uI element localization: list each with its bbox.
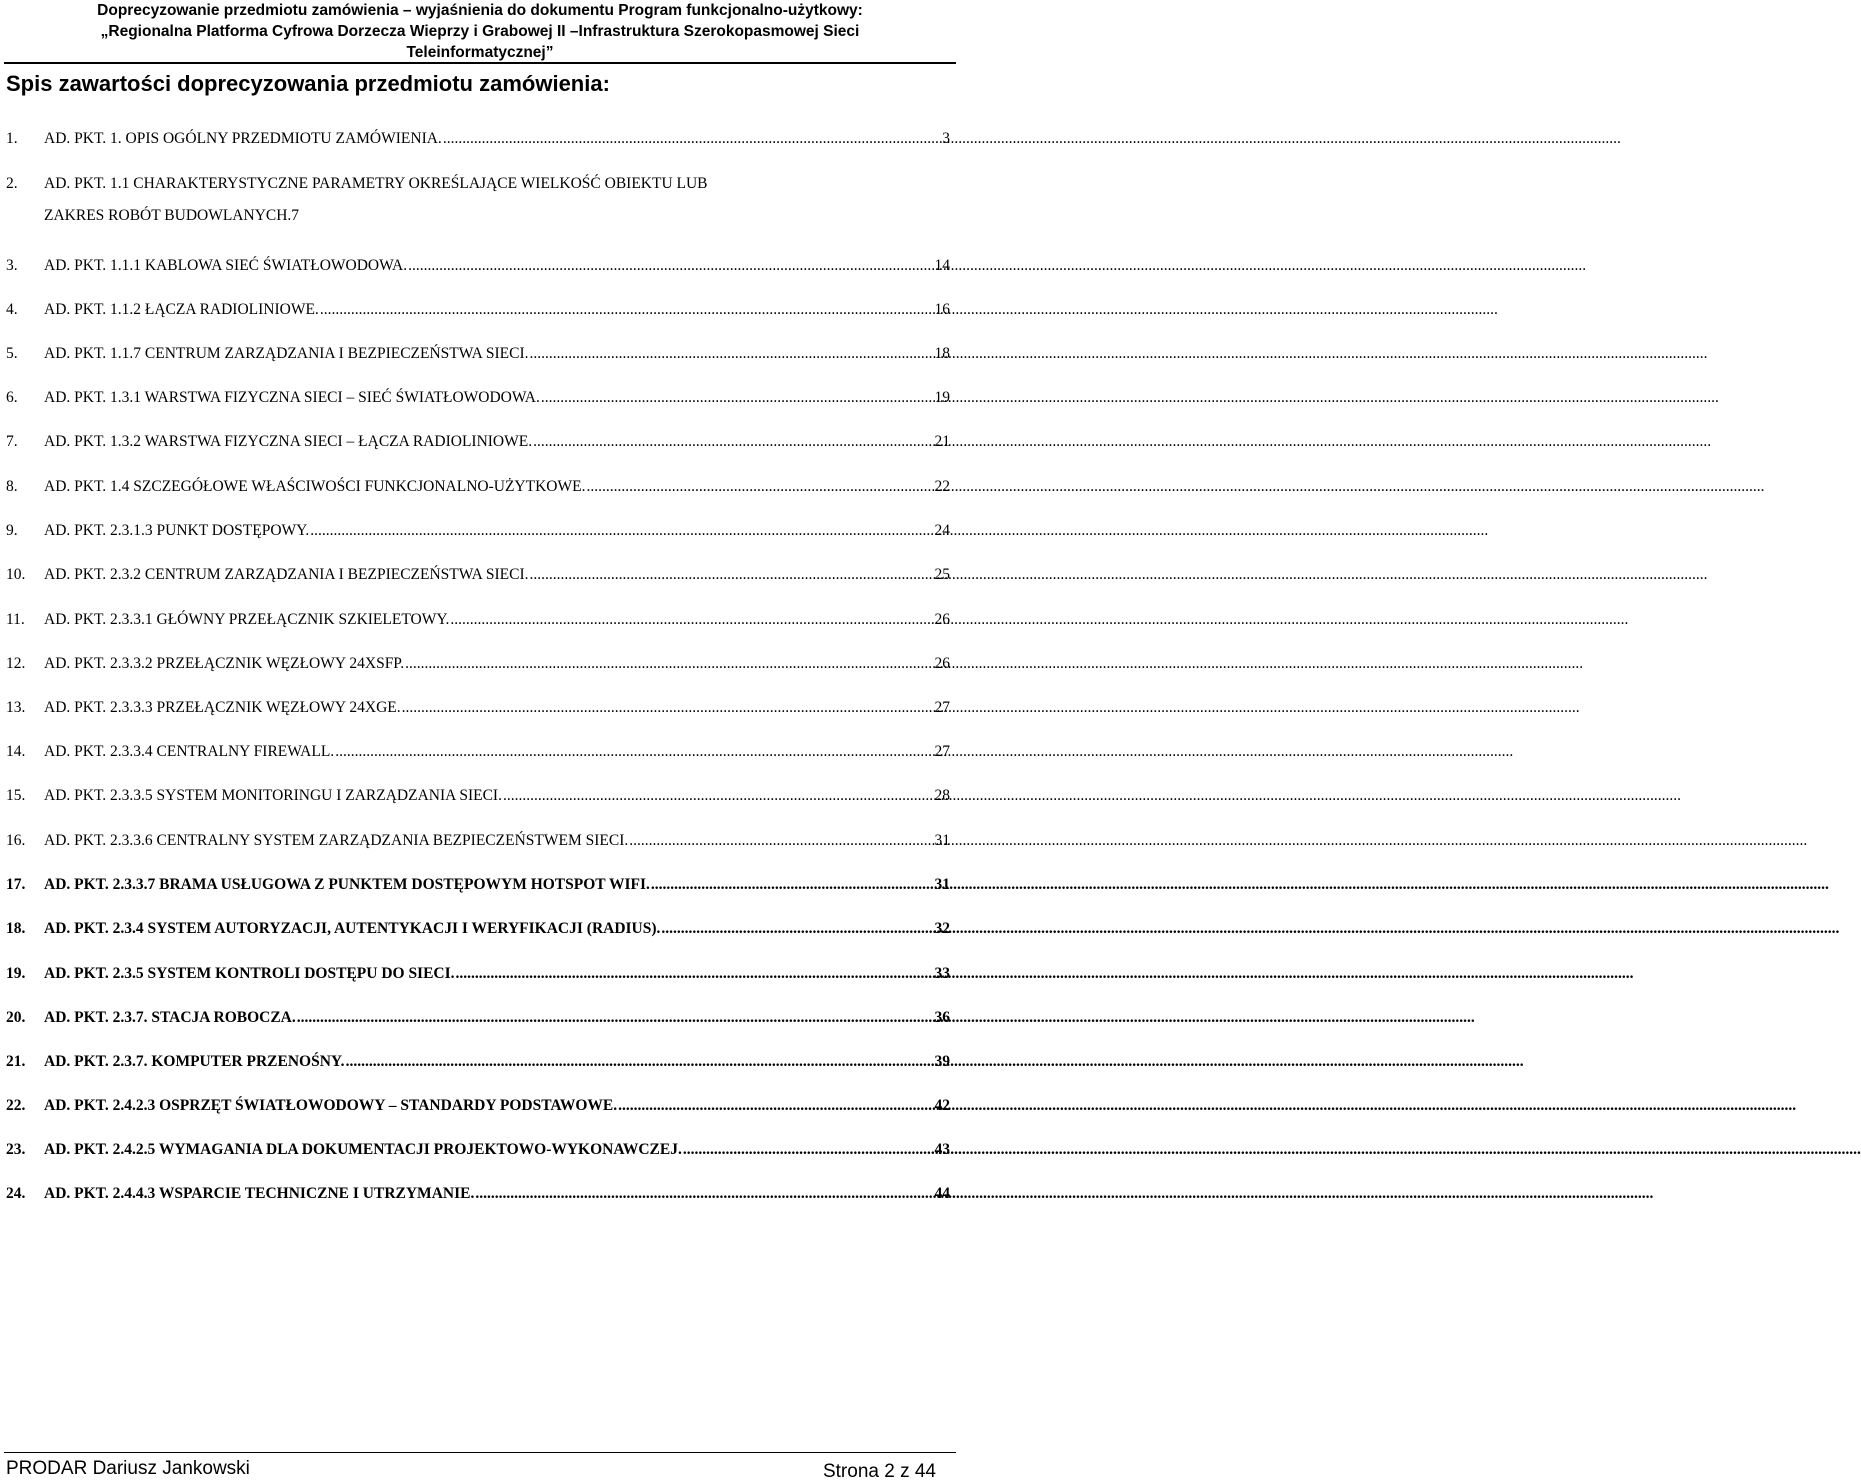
toc-entry-number: 9.	[6, 522, 18, 539]
toc-entry-number: 10.	[6, 566, 26, 583]
toc-title: Spis zawartości doprecyzowania przedmiotu zamówienia:	[6, 71, 610, 96]
toc-entry[interactable]	[6, 387, 950, 409]
toc-entry-number: 5.	[6, 345, 18, 362]
toc-leader-dots	[661, 918, 933, 940]
header-line-1: Doprecyzowanie przedmiotu zamówienia – wyjaśnienia do dokumentu Program funkcjonalno-użytkowy:	[97, 2, 863, 19]
toc-entry-page: 31	[934, 832, 950, 849]
toc-leader-dots	[530, 343, 934, 365]
toc-entry-text: AD. PKT. 1.1 CHARAKTERYSTYCZNE PARAMETRY OKREŚLAJĄCE WIELKOŚĆ OBIEKTU LUB	[44, 175, 708, 192]
toc-entry-text: AD. PKT. 1.1.1 KABLOWA SIEĆ ŚWIATŁOWODOWA.	[44, 257, 408, 274]
toc-entry-text: AD. PKT. 2.3.3.4 CENTRALNY FIREWALL.	[44, 743, 335, 760]
toc-entry-page: 7	[291, 207, 300, 224]
toc-entry-page: 24	[934, 522, 950, 539]
toc-entry[interactable]	[6, 476, 950, 498]
toc-leader-dots	[475, 1183, 933, 1205]
toc-entry-number: 19.	[6, 965, 26, 982]
toc-entry-text: AD. PKT. 2.3.3.3 PRZEŁĄCZNIK WĘZŁOWY 24XGE.	[44, 699, 401, 716]
toc-entry-text: AD. PKT. 2.3.3.1 GŁÓWNY PRZEŁĄCZNIK SZKIELETOWY.	[44, 611, 450, 628]
toc-leader-dots	[405, 653, 933, 675]
toc-entry[interactable]	[6, 431, 950, 453]
toc-entry-text: AD. PKT. 1.3.1 WARSTWA FIZYCZNA SIECI – SIEĆ ŚWIATŁOWODOWA.	[44, 389, 540, 406]
toc-entry-number: 18.	[6, 920, 26, 937]
toc-entry-text: AD. PKT. 2.3.3.5 SYSTEM MONITORINGU I ZARZĄDZANIA SIECI.	[44, 787, 502, 804]
toc-entry-text: AD. PKT. 2.3.2 CENTRUM ZARZĄDZANIA I BEZPIECZEŃSTWA SIECI.	[44, 566, 529, 583]
toc-entry-number: 1.	[6, 130, 18, 147]
toc-entry-number: 2.	[6, 175, 18, 192]
toc-leader-dots	[651, 874, 934, 896]
toc-leader-dots	[618, 1095, 933, 1117]
toc-entry-number: 22.	[6, 1097, 26, 1114]
toc-entry-page: 14	[934, 257, 950, 274]
toc-leader-dots	[335, 741, 933, 763]
header-line-2: „Regionalna Platforma Cyfrowa Dorzecza Wieprzy i Grabowej II –Infrastruktura Szerokopasmowej Sieci	[100, 23, 860, 40]
toc-entry-page: 26	[934, 611, 950, 628]
toc-entry[interactable]	[6, 564, 950, 586]
toc-entry-number: 12.	[6, 655, 26, 672]
toc-entry[interactable]	[6, 653, 950, 675]
header-line-3: Teleinformatycznej”	[406, 44, 554, 61]
toc-leader-dots	[402, 697, 934, 719]
footer-divider	[4, 1452, 956, 1453]
toc-entry-text: AD. PKT. 2.3.3.6 CENTRALNY SYSTEM ZARZĄDZANIA BEZPIECZEŃSTWEM SIECI.	[44, 832, 629, 849]
toc-entry[interactable]	[6, 1183, 950, 1205]
toc-leader-dots	[541, 387, 934, 409]
toc-entry-page: 44	[934, 1185, 950, 1202]
toc-entry[interactable]	[6, 697, 950, 719]
footer-page-number: Strona 2 z 44	[822, 1461, 936, 1482]
toc-entry-number: 20.	[6, 1009, 26, 1026]
toc-entry-text: AD. PKT. 2.3.3.2 PRZEŁĄCZNIK WĘZŁOWY 24XSFP.	[44, 655, 405, 672]
toc-entry-page: 27	[934, 743, 950, 760]
toc-entry-number: 21.	[6, 1053, 26, 1070]
toc-entry[interactable]	[6, 830, 950, 852]
toc-entry[interactable]	[6, 741, 950, 763]
toc-entry-number: 17.	[6, 876, 26, 893]
toc-leader-dots	[310, 520, 933, 542]
toc-entry-page: 21	[934, 433, 950, 450]
toc-entry-text: AD. PKT. 2.3.3.7 BRAMA USŁUGOWA Z PUNKTEM DOSTĘPOWYM HOTSPOT WIFI.	[44, 876, 650, 893]
toc-entry[interactable]	[6, 874, 950, 896]
toc-entry-text: AD. PKT. 2.3.1.3 PUNKT DOSTĘPOWY.	[44, 522, 310, 539]
toc-entry[interactable]	[6, 1095, 950, 1117]
toc-entry[interactable]	[6, 1007, 950, 1029]
toc-entry[interactable]	[6, 963, 950, 985]
toc-entry-number: 6.	[6, 389, 18, 406]
toc-leader-dots	[683, 1139, 934, 1161]
toc-entry[interactable]	[6, 520, 950, 542]
toc-leader-dots	[297, 1007, 934, 1029]
toc-entry-text: AD. PKT. 1.1.2 ŁĄCZA RADIOLINIOWE.	[44, 301, 319, 318]
toc-entry-page: 25	[934, 566, 950, 583]
toc-entry[interactable]	[6, 299, 950, 321]
toc-entry-page: 16	[934, 301, 950, 318]
toc-entry-text-continued: ZAKRES ROBÓT BUDOWLANYCH.	[44, 207, 292, 224]
toc-entry[interactable]	[6, 343, 950, 365]
toc-entry-number: 24.	[6, 1185, 26, 1202]
toc-entry-number: 14.	[6, 743, 26, 760]
toc-entry-page: 36	[934, 1009, 950, 1026]
toc-entry-page: 32	[934, 920, 950, 937]
toc-leader-dots	[456, 963, 934, 985]
toc-entry-text: AD. PKT. 2.4.2.3 OSPRZĘT ŚWIATŁOWODOWY – STANDARDY PODSTAWOWE.	[44, 1097, 618, 1114]
toc-entry[interactable]	[6, 609, 950, 631]
footer-company: PRODAR Dariusz Jankowski	[6, 1458, 250, 1479]
toc-leader-dots	[443, 128, 941, 150]
toc-leader-dots	[408, 255, 933, 277]
toc-entry-text: AD. PKT. 2.3.5 SYSTEM KONTROLI DOSTĘPU DO SIECI.	[44, 965, 455, 982]
toc-entry-page: 28	[934, 787, 950, 804]
toc-entry-text: AD. PKT. 1.3.2 WARSTWA FIZYCZNA SIECI – ŁĄCZA RADIOLINIOWE.	[44, 433, 533, 450]
toc-entry-page: 18	[934, 345, 950, 362]
toc-entry-number: 4.	[6, 301, 18, 318]
toc-leader-dots	[346, 1051, 934, 1073]
toc-entry-text: AD. PKT. 2.3.7. STACJA ROBOCZA.	[44, 1009, 296, 1026]
toc-entry-continuation[interactable]	[44, 205, 950, 227]
toc-entry-text: AD. PKT. 1.4 SZCZEGÓŁOWE WŁAŚCIWOŚCI FUNKCJONALNO-UŻYTKOWE.	[44, 478, 586, 495]
toc-entry-number: 13.	[6, 699, 26, 716]
toc-entry-page: 22	[934, 478, 950, 495]
toc-entry-page: 33	[934, 965, 950, 982]
toc-entry-number: 15.	[6, 787, 26, 804]
toc-leader-dots	[533, 431, 933, 453]
toc-entry[interactable]	[6, 255, 950, 277]
toc-entry-page: 43	[934, 1141, 950, 1158]
toc-entry[interactable]	[6, 1051, 950, 1073]
toc-entry-text: AD. PKT. 2.4.4.3 WSPARCIE TECHNICZNE I UTRZYMANIE.	[44, 1185, 475, 1202]
toc-entry-number: 16.	[6, 832, 26, 849]
toc-entry-page: 42	[934, 1097, 950, 1114]
toc-entry-number: 7.	[6, 433, 18, 450]
toc-entry-page: 27	[934, 699, 950, 716]
toc-entry-text: AD. PKT. 1. OPIS OGÓLNY PRZEDMIOTU ZAMÓWIENIA.	[44, 130, 442, 147]
toc-entry-number: 3.	[6, 257, 18, 274]
toc-leader-dots	[320, 299, 934, 321]
toc-leader-dots	[530, 564, 934, 586]
toc-entry-number: 8.	[6, 478, 18, 495]
toc-entry-text: AD. PKT. 2.4.2.5 WYMAGANIA DLA DOKUMENTACJI PROJEKTOWO-WYKONAWCZEJ.	[44, 1141, 682, 1158]
toc-entry-page: 3	[942, 130, 950, 147]
toc-entry[interactable]	[6, 918, 950, 940]
toc-entry-page: 26	[934, 655, 950, 672]
toc-entry-page: 19	[934, 389, 950, 406]
toc-entry-page: 39	[934, 1053, 950, 1070]
table-of-contents	[0, 0, 960, 1300]
toc-entry-text: AD. PKT. 2.3.4 SYSTEM AUTORYZACJI, AUTENTYKACJI I WERYFIKACJI (RADIUS).	[44, 920, 661, 937]
toc-leader-dots	[503, 785, 934, 807]
toc-leader-dots	[586, 476, 933, 498]
toc-entry-page: 31	[934, 876, 950, 893]
toc-entry-number: 11.	[6, 611, 25, 628]
toc-entry-number: 23.	[6, 1141, 26, 1158]
toc-leader-dots	[450, 609, 933, 631]
toc-entry[interactable]	[6, 1139, 950, 1161]
toc-entry-text: AD. PKT. 1.1.7 CENTRUM ZARZĄDZANIA I BEZPIECZEŃSTWA SIECI.	[44, 345, 529, 362]
toc-entry[interactable]	[6, 173, 950, 195]
toc-entry[interactable]	[6, 128, 950, 150]
toc-entry[interactable]	[6, 785, 950, 807]
toc-entry-text: AD. PKT. 2.3.7. KOMPUTER PRZENOŚNY.	[44, 1053, 345, 1070]
toc-leader-dots	[629, 830, 933, 852]
